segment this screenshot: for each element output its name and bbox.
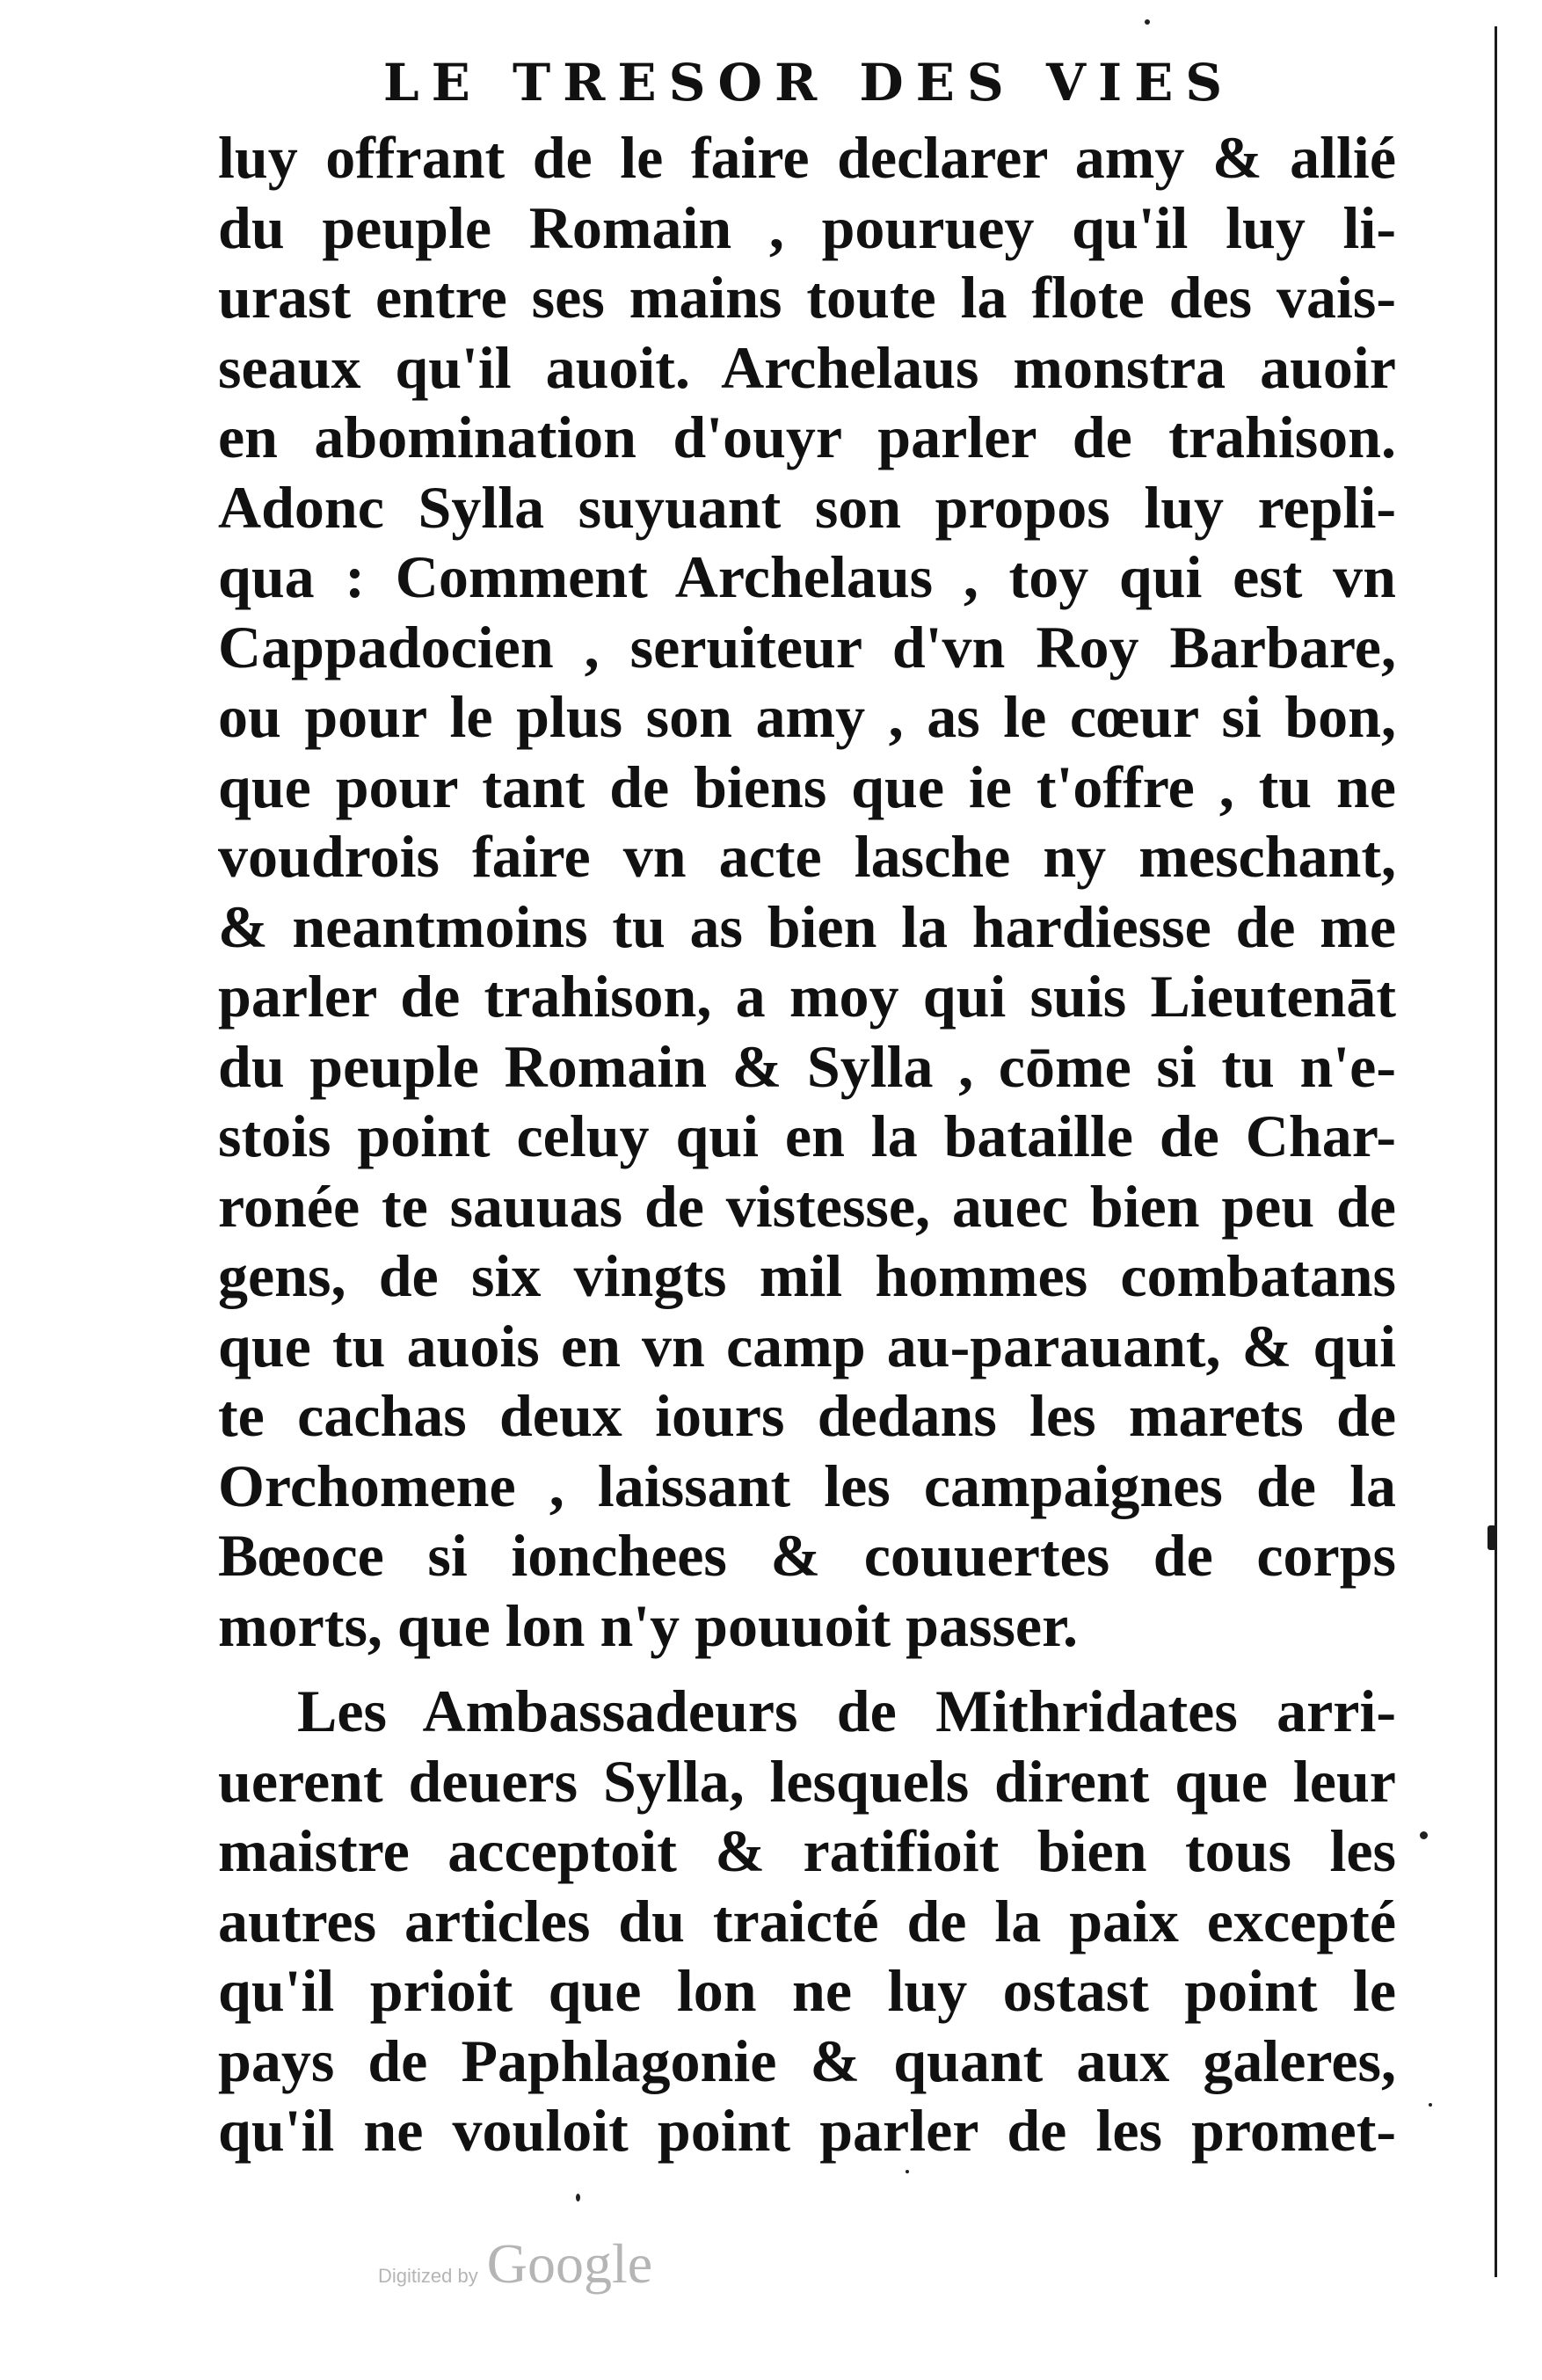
- ink-speck: [1420, 1831, 1428, 1839]
- watermark-prefix: Digitized by: [378, 2265, 478, 2287]
- text-line: maistre acceptoit & ratifioit bien tous les: [218, 1817, 1396, 1884]
- text-line: qu'il prioit que lon ne luy ostast point le: [218, 1957, 1396, 2024]
- text-line: pays de Paphlagonie & quant aux galeres,: [218, 2027, 1396, 2094]
- watermark-brand: Google: [486, 2232, 653, 2295]
- text-line: Adonc Sylla suyuant son propos luy repli-: [218, 473, 1396, 541]
- text-line: morts, que lon n'y pouuoit passer.: [218, 1591, 1079, 1659]
- text-line: voudrois faire vn acte lasche ny meschant,: [218, 823, 1396, 890]
- text-line: du peuple Romain & Sylla , cōme si tu n'e-: [218, 1032, 1396, 1100]
- page-edge-rule: [1495, 26, 1497, 2277]
- text-line: ronée te sauuas de vistesse, auec bien peu de: [218, 1172, 1396, 1240]
- text-line: ou pour le plus son amy , as le cœur si bon,: [218, 683, 1396, 750]
- text-line: parler de trahison, a moy qui suis Lieutenāt: [218, 963, 1396, 1030]
- text-line: Bœoce si ionchees & couuertes de corps: [218, 1522, 1396, 1589]
- text-line: seaux qu'il auoit. Archelaus monstra auoir: [218, 333, 1396, 401]
- text-line: que pour tant de biens que ie t'offre , tu ne: [218, 753, 1396, 820]
- ink-speck: [576, 2194, 580, 2202]
- running-head: LE TRESOR DES VIES: [382, 53, 1235, 113]
- page-edge-mark: [1487, 1525, 1496, 1550]
- text-line: uerent deuers Sylla, lesquels dirent que leur: [218, 1747, 1396, 1815]
- text-line: & neantmoins tu as bien la hardiesse de me: [218, 892, 1396, 960]
- text-line: Les Ambassadeurs de Mithridates arri-: [297, 1678, 1396, 1744]
- ink-speck: [1429, 2103, 1432, 2107]
- text-line: luy offrant de le faire declarer amy & allié: [218, 124, 1396, 191]
- text-line: qu'il ne vouloit point parler de les promet-: [218, 2097, 1396, 2164]
- ink-speck: [1145, 19, 1150, 25]
- text-line: te cachas deux iours dedans les marets de: [218, 1382, 1396, 1449]
- text-line: urast entre ses mains toute la flote des vais-: [218, 264, 1396, 331]
- text-line: Cappadocien , seruiteur d'vn Roy Barbare,: [218, 613, 1396, 681]
- text-line: Orchomene , laissant les campaignes de la: [218, 1452, 1396, 1519]
- text-line: du peuple Romain , pouruey qu'il luy li-: [218, 193, 1396, 261]
- text-line: que tu auois en vn camp au-parauant, & qui: [218, 1312, 1396, 1379]
- text-line: en abomination d'ouyr parler de trahison.: [218, 404, 1396, 470]
- paragraph-gap: [218, 1661, 1396, 1677]
- text-line: autres articles du traicté de la paix excepté: [218, 1887, 1396, 1954]
- digitization-watermark: [378, 2231, 652, 2302]
- ink-speck: [906, 2170, 909, 2173]
- body-text: [218, 123, 1396, 2166]
- text-line: stois point celuy qui en la bataille de Char-: [218, 1103, 1396, 1169]
- text-line: gens, de six vingts mil hommes combatans: [218, 1242, 1396, 1309]
- text-line: qua : Comment Archelaus , toy qui est vn: [218, 543, 1396, 610]
